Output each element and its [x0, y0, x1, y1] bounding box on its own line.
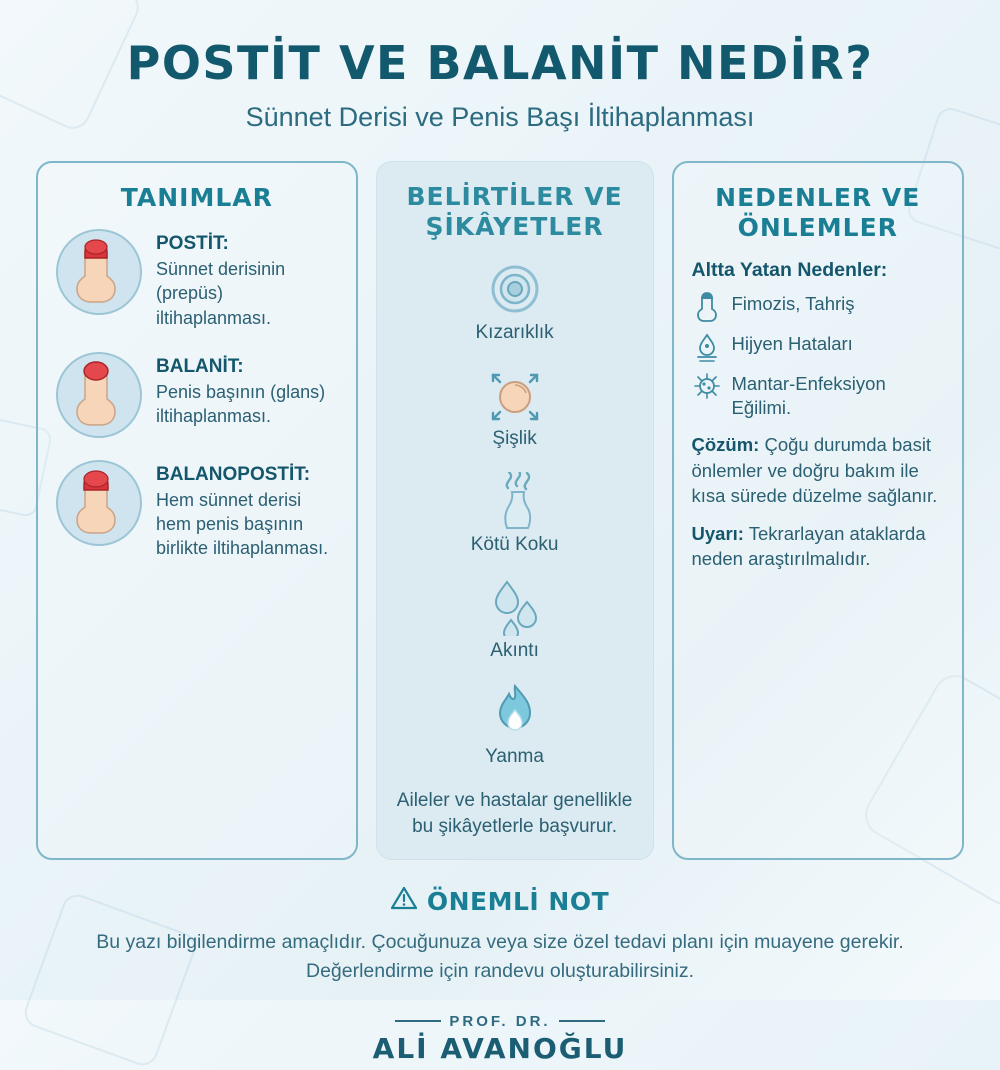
bad-odor-icon [455, 470, 575, 532]
symptom-item [455, 576, 575, 662]
definition-term: BALANİT: [156, 355, 244, 377]
important-note [0, 886, 1000, 985]
definition-text [156, 352, 338, 429]
definition-item [56, 460, 338, 561]
phimosis-icon [692, 292, 722, 322]
cause-item [692, 332, 945, 362]
solution-text: Çoğu durumda basit önlemler ve doğru bakım ile kısa sürede düzelme sağlanır. [691, 434, 938, 507]
symptom-label: Kızarıklık [475, 322, 554, 343]
penis-anatomy-icon [56, 460, 142, 546]
definition-term: POSTİT: [156, 233, 229, 254]
definition-description: Hem sünnet derisi hem penis başının birlikte iltihaplanması. [156, 489, 329, 559]
important-note-title-row [70, 886, 930, 916]
symptoms-heading: BELİRTİLER VE ŞİKÂYETLER [406, 182, 623, 241]
columns [0, 133, 1000, 860]
definition-description: Sünnet derisinin (prepüs) iltihaplanması. [156, 259, 286, 328]
definition-text [156, 460, 338, 561]
symptom-item [455, 364, 575, 450]
cause-item [692, 372, 945, 420]
warning-label: Uyarı: [691, 522, 744, 544]
causes-heading: NEDENLER VE ÖNLEMLER [715, 183, 921, 242]
warning-triangle-icon [391, 886, 417, 916]
important-note-body: Bu yazı bilgilendirme amaçlıdır. Çocuğunuza veya size özel tedavi planı için muayene gerekir. Değerlendirme için randevu oluşturabilirsiniz. [96, 931, 904, 982]
hygiene-drop-icon [692, 332, 722, 362]
penis-anatomy-icon [56, 352, 142, 438]
symptoms-note: Aileler ve hastalar genellikle bu şikâyetlerle başvurur. [396, 790, 633, 837]
definitions-heading: TANIMLAR [120, 183, 273, 212]
warning-paragraph [692, 521, 945, 572]
warning-text: Tekrarlayan ataklarda neden araştırılmalıdır. [691, 522, 926, 570]
definition-item [56, 229, 338, 330]
page-title: POSTİT VE BALANİT NEDİR? [126, 36, 874, 90]
definition-item [56, 352, 338, 438]
definition-text [156, 229, 338, 330]
symptom-label: Kötü Koku [470, 534, 559, 555]
definitions-panel [36, 161, 358, 860]
symptom-item [455, 470, 575, 556]
symptom-label: Şişlik [492, 428, 537, 449]
brand-prefix: PROF. DR. [0, 1013, 1000, 1030]
burning-flame-icon [395, 682, 635, 744]
symptom-label: Akıntı [490, 640, 539, 661]
definition-term: BALANOPOSTİT: [156, 463, 311, 485]
cause-item [692, 292, 945, 322]
important-note-title: ÖNEMLİ NOT [426, 886, 610, 916]
fungus-virus-icon [692, 372, 722, 400]
solution-paragraph [692, 432, 945, 509]
definition-description: Penis başının (glans) iltihaplanması. [156, 381, 326, 427]
solution-label: Çözüm: [691, 434, 760, 456]
symptom-label: Yanma [485, 746, 544, 767]
swelling-icon [455, 364, 575, 426]
symptom-item [395, 682, 635, 768]
page-subtitle: Sünnet Derisi ve Penis Başı İltihaplanması [245, 102, 755, 132]
causes-subheading: Altta Yatan Nedenler: [691, 259, 888, 281]
penis-anatomy-icon [56, 229, 142, 315]
symptom-item [455, 258, 575, 344]
brand-name: ALİ AVANOĞLU [372, 1031, 628, 1065]
redness-circle-icon [455, 258, 575, 320]
header [0, 0, 1000, 133]
cause-text: Hijyen Hataları [731, 333, 853, 354]
symptoms-panel [376, 161, 654, 860]
cause-text: Mantar-Enfeksiyon Eğilimi. [731, 373, 886, 419]
causes-panel [672, 161, 965, 860]
cause-text: Fimozis, Tahriş [731, 293, 855, 314]
symptoms-grid [395, 258, 635, 782]
brand-signature [0, 1013, 1000, 1065]
discharge-drops-icon [455, 576, 575, 638]
